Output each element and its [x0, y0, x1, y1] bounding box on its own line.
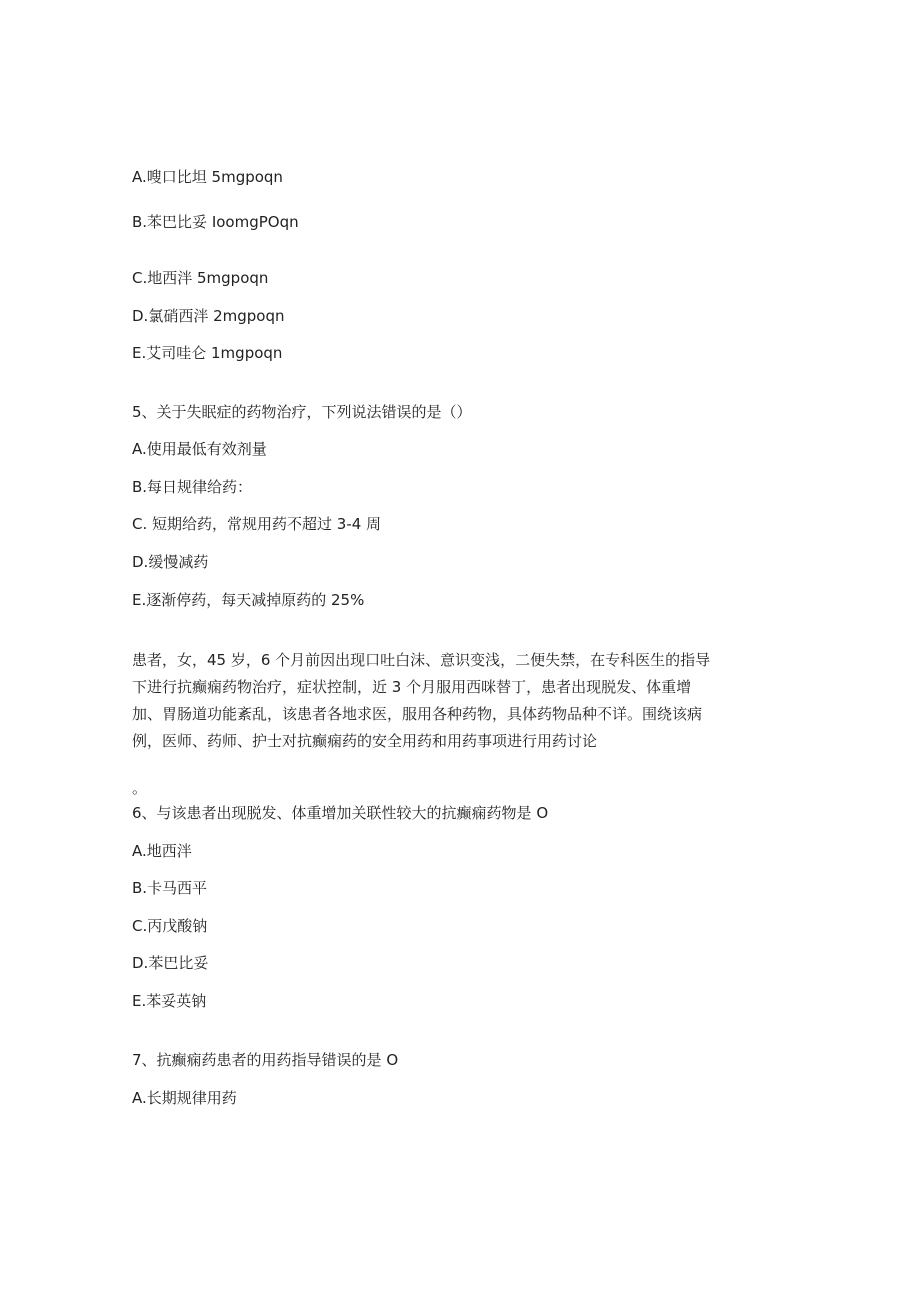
- q4-option-c: C.地西泮 5mgpoqn: [132, 269, 269, 287]
- q6-option-c: C.丙戊酸钠: [132, 917, 208, 935]
- q5-option-b: B.每日规律给药：: [132, 478, 253, 496]
- case-line: 患者，女，45 岁，6 个月前因出现口吐白沫、意识变浅，二便失禁，在专科医生的指导: [132, 651, 711, 669]
- q5-option-a: A.使用最低有效剂量: [132, 440, 267, 458]
- q7-question: 7、抗癫痫药患者的用药指导错误的是 O: [132, 1051, 399, 1069]
- q6-option-d: D.苯巴比妥: [132, 954, 209, 972]
- q6-option-a: A.地西泮: [132, 842, 192, 860]
- q5-option-e: E.逐渐停药，每天减掉原药的 25%: [132, 591, 365, 609]
- q5-option-d: D.缓慢减药: [132, 553, 209, 571]
- q4-option-e: E.艾司哇仑 1mgpoqn: [132, 344, 283, 362]
- case-line: 下进行抗癫痫药物治疗，症状控制，近 3 个月服用西咪替丁，患者出现脱发、体重增: [132, 678, 692, 696]
- q5-question: 5、关于失眠症的药物治疗，下列说法错误的是（）: [132, 403, 472, 421]
- q6-option-e: E.苯妥英钠: [132, 992, 207, 1010]
- case-paragraph: [132, 650, 782, 758]
- case-line: 加、胃肠道功能紊乱，该患者各地求医，服用各种药物，具体药物品种不详。围绕该病: [132, 705, 703, 723]
- q4-option-b: B.苯巴比妥 IoomgPOqn: [132, 213, 299, 231]
- q4-option-a: A.嗖口比坦 5mgpoqn: [132, 168, 283, 186]
- q7-option-a: A.长期规律用药: [132, 1089, 237, 1107]
- q6-option-b: B.卡马西平: [132, 879, 208, 897]
- case-end-mark: 。: [132, 779, 148, 797]
- q5-option-c: C. 短期给药，常规用药不超过 3-4 周: [132, 515, 382, 533]
- case-line: 例，医师、药师、护士对抗癫痫药的安全用药和用药事项进行用药讨论: [132, 732, 598, 750]
- q6-question: 6、与该患者出现脱发、体重增加关联性较大的抗癫痫药物是 O: [132, 804, 549, 822]
- q4-option-d: D.氯硝西泮 2mgpoqn: [132, 307, 285, 325]
